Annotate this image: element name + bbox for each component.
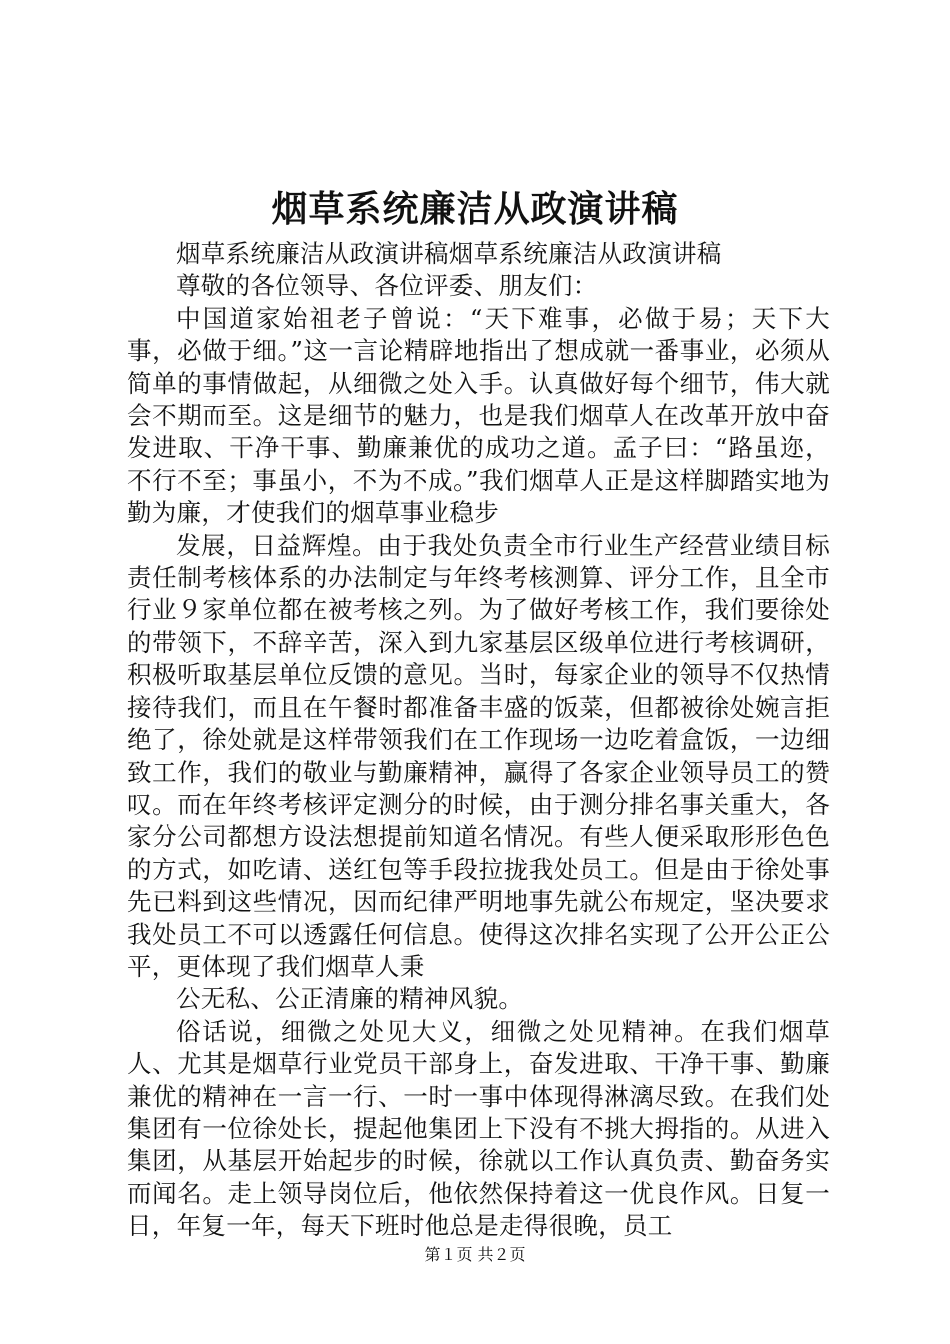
paragraph-laozi-quote: 中国道家始祖老子曾说：“天下难事，必做于易；天下大事，必做于细。”这一言论精辟地指出了想成就一番事业，必须从简单的事情做起，从细微之处入手。认真做好每个细节，伟大就会不期而至。这是细节的魅力，也是我们烟草人在改革开放中奋发进取、干净干事、勤廉兼优的成功之道。孟子曰：“路虽迩，不行不至；事虽小，不为不成。”我们烟草人正是这样脚踏实地为勤为廉，才使我们的烟草事业稳步 <box>127 303 830 528</box>
paragraph-spirit: 公无私、公正清廉的精神风貌。 <box>176 984 524 1014</box>
document-title: 烟草系统廉洁从政演讲稿 <box>271 188 679 230</box>
paragraph-heading-repeat: 烟草系统廉洁从政演讲稿烟草系统廉洁从政演讲稿 <box>176 239 722 268</box>
page-footer: 第１页 共２页 <box>424 1245 526 1264</box>
paragraph-xu-director: 俗话说，细微之处见大义，细微之处见精神。在我们烟草人、尤其是烟草行业党员干部身上，奋发进取、干净干事、勤廉兼优的精神在一言一行、一时一事中体现得淋漓尽致。在我们处集团有一位徐处长，提起他集团上下没有不挑大拇指的。从进入集团，从基层开始起步的时候，徐就以工作认真负责、勤奋务实而闻名。走上领导岗位后，他依然保持着这一优良作风。日复一日，年复一年，每天下班时他总是走得很晚，员工 <box>127 1016 830 1241</box>
paragraph-salutation: 尊敬的各位领导、各位评委、朋友们： <box>176 271 598 301</box>
document-body <box>127 238 830 1243</box>
paragraph-assessment-work: 发展，日益辉煌。由于我处负责全市行业生产经营业绩目标责任制考核体系的办法制定与年终考核测算、评分工作，且全市行业９家单位都在被考核之列。为了做好考核工作，我们要徐处的带领下，不辞辛苦，深入到九家基层区级单位进行考核调研，积极听取基层单位反馈的意见。当时，每家企业的领导不仅热情接待我们，而且在午餐时都准备丰盛的饭菜，但都被徐处婉言拒绝了，徐处就是这样带领我们在工作现场一边吃着盒饭，一边细致工作，我们的敬业与勤廉精神，赢得了各家企业领导员工的赞叹。而在年终考核评定测分的时候，由于测分排名事关重大，各家分公司都想方设法想提前知道名情况。有些人便采取形形色色的方式，如吃请、送红包等手段拉拢我处员工。但是由于徐处事先已料到这些情况，因而纪律严明地事先就公布规定，坚决要求我处员工不可以透露任何信息。使得这次排名实现了公开公正公平，更体现了我们烟草人秉 <box>127 530 830 981</box>
